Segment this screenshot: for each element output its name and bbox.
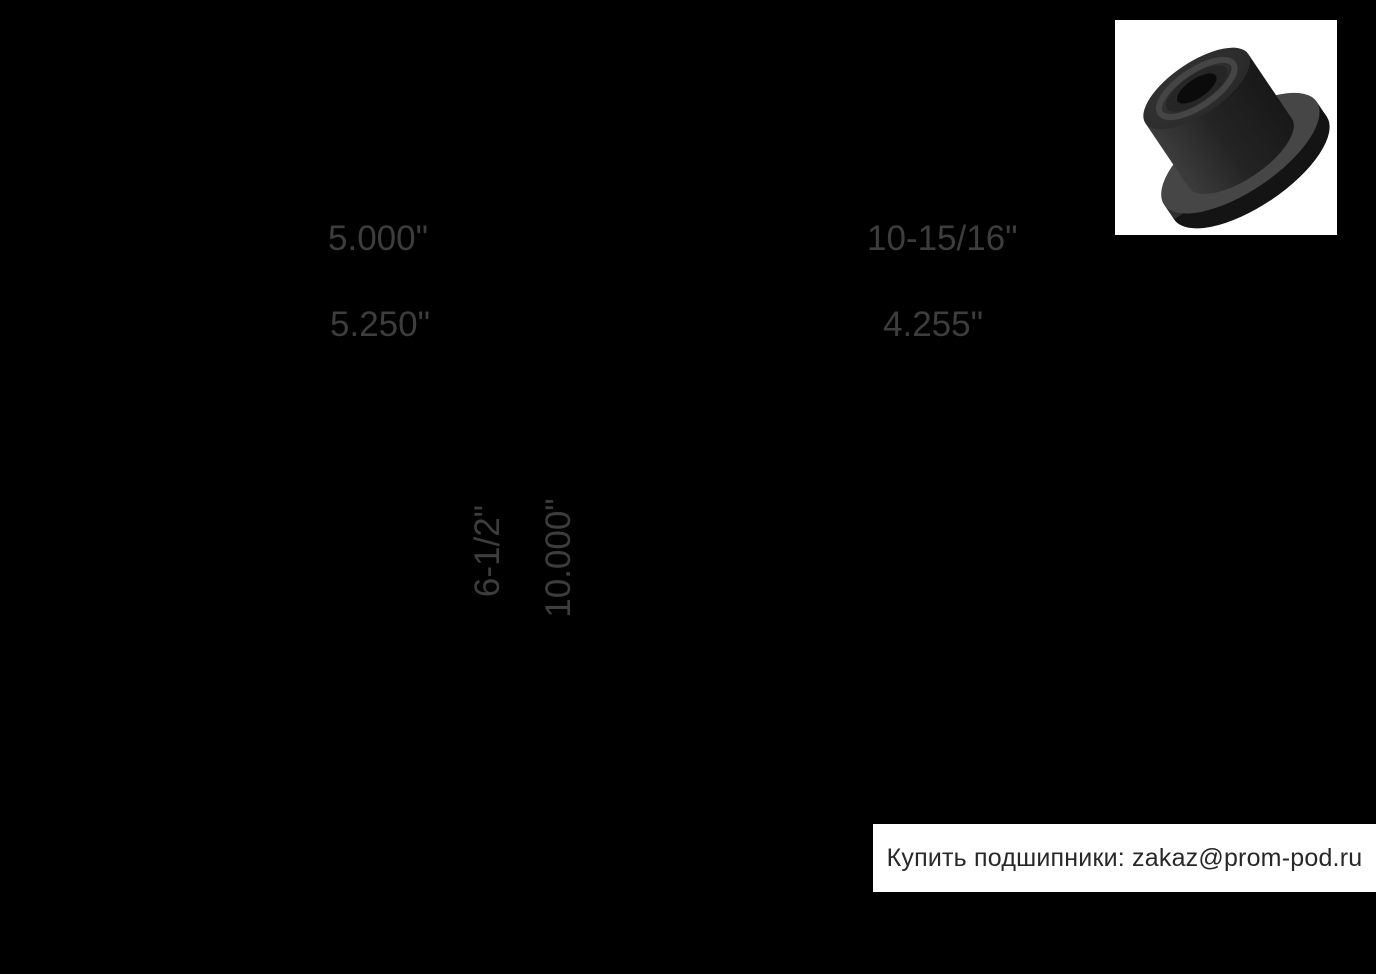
dimension-label-vertical-right: 10.000" xyxy=(539,498,578,618)
contact-bar xyxy=(873,824,1376,892)
dimension-label-vertical-left: 6-1/2" xyxy=(468,504,507,598)
product-photo xyxy=(1115,20,1337,235)
dimension-label-middle-left: 5.250" xyxy=(330,305,431,344)
dimension-label-top-right: 10-15/16" xyxy=(867,219,1018,258)
flanged-bearing-illustration xyxy=(1115,20,1337,235)
dimension-label-middle-right: 4.255" xyxy=(883,305,984,344)
dimension-label-top-left: 5.000" xyxy=(328,219,429,258)
contact-text: Купить подшипники: zakaz@prom-pod.ru xyxy=(886,843,1363,872)
